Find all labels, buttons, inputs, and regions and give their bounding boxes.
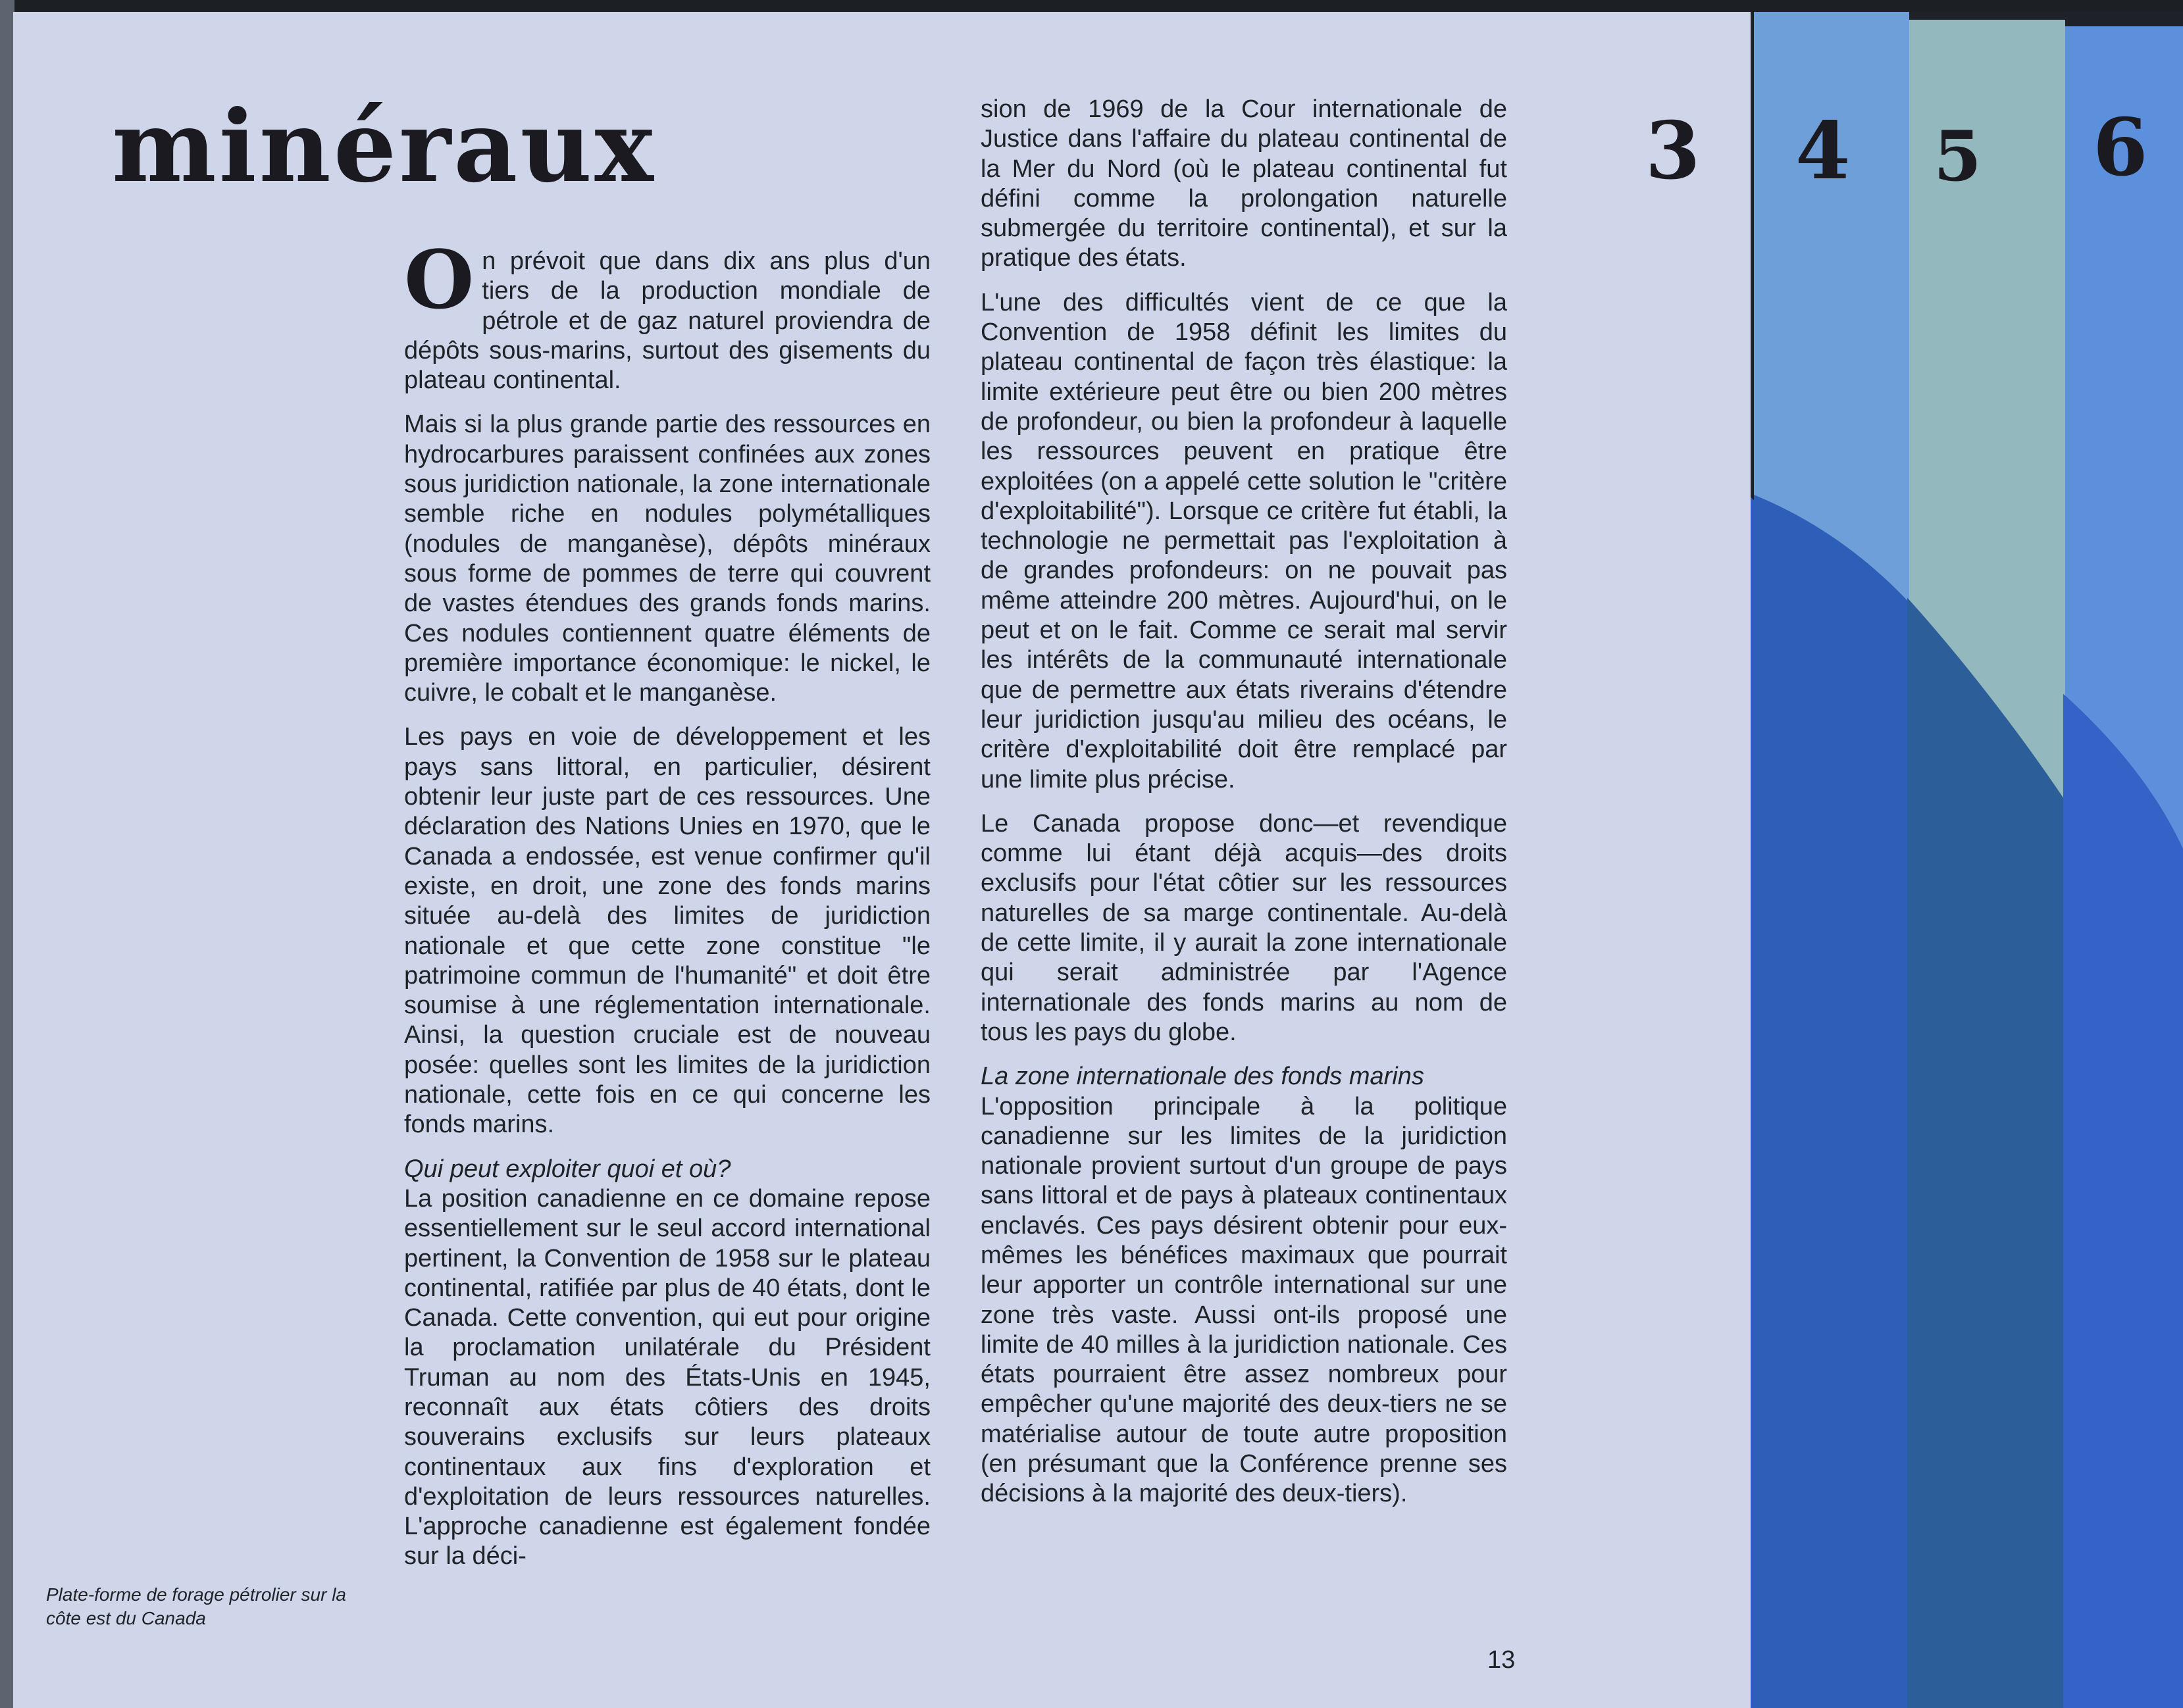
paragraph: sion de 1969 de la Cour internationale de Justice dans l'affaire du plateau continental de la Mer du Nord (où le plateau continental fut défini comme la prolongation naturelle submergée du territoire continental), et sur la pratique des états. <box>981 95 1507 272</box>
photo-caption: Plate-forme de forage pétrolier sur la côte est du Canada <box>46 1584 346 1628</box>
document-page <box>13 12 1751 1708</box>
arc-page-4 <box>1751 493 1912 1708</box>
right-text-column <box>981 95 1507 1509</box>
page-title: minéraux <box>112 89 656 205</box>
drop-cap: O <box>404 232 475 327</box>
arc-page-6 <box>2060 691 2183 1708</box>
tab-number-6[interactable]: 6 <box>2093 101 2148 194</box>
paragraph: L'opposition principale à la politique canadienne sur les limites de la juridiction nationale provient surtout d'un groupe de pays sans littoral et de pays à plateaux continentaux enclavés. Ces pays désirent obtenir pour eux-mêmes les bénéfices maximaux que pourrait leur apporter un contrôle international sur une zone très vaste. Aussi ont-ils proposé une limite de 40 milles à la juridiction nationale. Ces états pourraient être assez nombreux pour empêcher qu'une majorité des deux-tiers ne se matérialise autour de toute autre proposition (en présumant que la Conférence prenne ses décisions à la majorité des deux-tiers). <box>981 1092 1507 1508</box>
paragraph: Mais si la plus grande partie des ressources en hydrocarbures paraissent confinées aux zones sous juridiction nationale, la zone internationale semble riche en nodules polymétalliques (nodules de manganèse), dépôts minéraux sous forme de pommes de terre qui couvrent de vastes étendues des grands fonds marins. Ces nodules contiennent quatre éléments de première importance économique: le nickel, le cuivre, le cobalt et le manganèse. <box>404 411 931 707</box>
tab-number-3[interactable]: 3 <box>1645 105 1701 197</box>
tab-number-4[interactable]: 4 <box>1795 105 1851 197</box>
paragraph: On prévoit que dans dix ans plus d'un tiers de la production mondiale de pétrole et de gaz naturel proviendra de dépôts sous-marins, surtout des gisements du plateau continental. <box>404 232 931 395</box>
paragraph: Les pays en voie de développement et les pays sans littoral, en particulier, désirent obtenir leur juste part de ces ressources. Une déclaration des Nations Unies en 1970, que le Canada a endossée, est venue confirmer qu'il existe, en droit, une zone des fonds marins située au-delà des limites de juridiction nationale et que cette zone constitue "le patrimoine commun de l'humanité" et doit être soumise à une réglementation internationale. Ainsi, la question cruciale est de nouveau posée: quelles sont les limites de la juridiction nationale, cette fois en ce qui concerne les fonds marins. <box>404 723 931 1139</box>
section-subhead: Qui peut exploiter quoi et où? <box>404 1155 731 1183</box>
section-subhead: La zone internationale des fonds marins <box>981 1063 1424 1091</box>
tab-number-5[interactable]: 5 <box>1934 115 1982 197</box>
paragraph: Le Canada propose donc—et revendique comme lui étant déjà acquis—des droits exclusifs pour l'état côtier sur les ressources naturelles de sa marge continentale. Au-delà de cette limite, il y aurait la zone internationale qui serait administrée par l'Agence internationale des fonds marins au nom de tous les pays du globe. <box>981 809 1507 1046</box>
left-text-column <box>404 232 931 1572</box>
page-number: 13 <box>1487 1646 1516 1674</box>
paragraph: L'une des difficultés vient de ce que la Convention de 1958 définit les limites du plateau continental de façon très élastique: la limite extérieure peut être ou bien 200 mètres de profondeur, ou bien la profondeur à laquelle les ressources peuvent en pratique être exploitées (on a appelé cette solution le "critère d'exploitabilité"). Lorsque ce critère fut établi, la technologie ne permettait pas l'exploitation à de grandes profondeurs: on ne pouvait pas même atteindre 200 mètres. Aujourd'hui, on le peut et on le fait. Comme ce serait mal servir les intérêts de la communauté internationale que de permettre aux états riverains d'étendre leur juridiction jusqu'au milieu des océans, le critère d'exploitabilité doit être remplacé par une limite plus précise. <box>981 288 1507 793</box>
paragraph: La position canadienne en ce domaine repose essentiellement sur le seul accord international pertinent, la Convention de 1958 sur le plateau continental, ratifiée par plus de 40 états, dont le Canada. Cette convention, qui eut pour origine la proclamation unilatérale du Président Truman au nom des États-Unis en 1945, reconnaît aux états côtiers des droits souverains exclusifs sur leurs plateaux continentaux aux fins d'exploration et d'exploitation de leurs ressources naturelles. L'approche canadienne est également fondée sur la déci- <box>404 1184 931 1570</box>
